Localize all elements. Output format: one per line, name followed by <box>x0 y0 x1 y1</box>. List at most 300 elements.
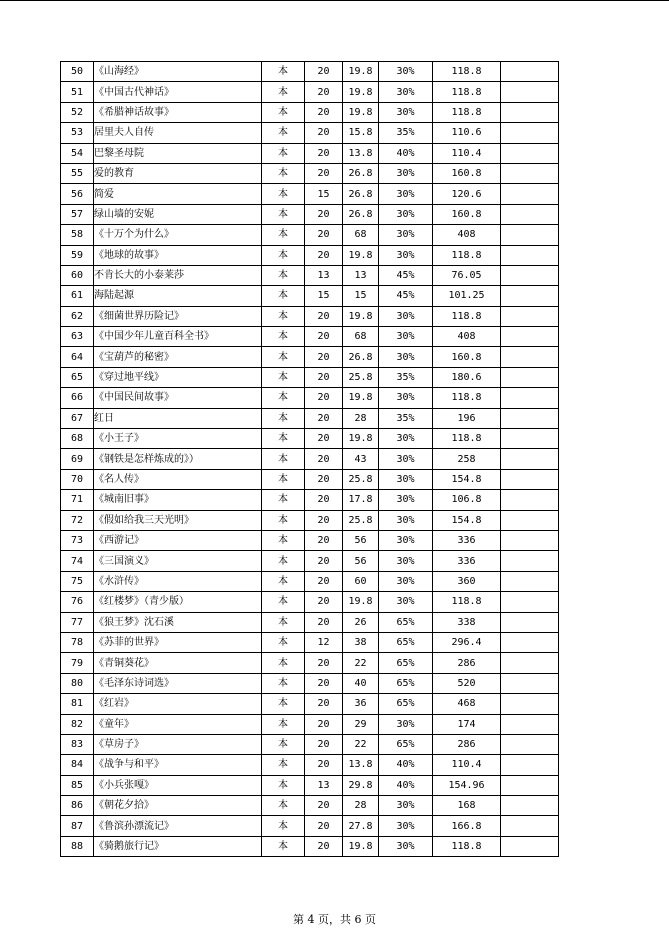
row-number: 63 <box>61 327 94 347</box>
discount-cell: 65% <box>379 632 433 652</box>
table-row <box>61 62 559 82</box>
price-cell: 13.8 <box>343 755 379 775</box>
unit-cell: 本 <box>262 694 305 714</box>
quantity-cell: 20 <box>305 367 343 387</box>
price-cell: 19.8 <box>343 388 379 408</box>
unit-cell: 本 <box>262 530 305 550</box>
row-number: 79 <box>61 653 94 673</box>
quantity-cell: 20 <box>305 714 343 734</box>
page-footer: 第 4 页，共 6 页 <box>293 913 376 926</box>
book-title: 《中国民间故事》 <box>94 388 262 408</box>
discount-cell: 40% <box>379 755 433 775</box>
discount-cell: 30% <box>379 163 433 183</box>
discount-cell: 30% <box>379 82 433 102</box>
book-title: 巴黎圣母院 <box>94 143 262 163</box>
row-number: 77 <box>61 612 94 632</box>
table-row <box>61 632 559 652</box>
note-cell <box>501 62 559 82</box>
row-number: 59 <box>61 245 94 265</box>
quantity-cell: 20 <box>305 469 343 489</box>
note-cell <box>501 551 559 571</box>
note-cell <box>501 571 559 591</box>
price-cell: 19.8 <box>343 592 379 612</box>
price-cell: 26.8 <box>343 204 379 224</box>
table-row <box>61 530 559 550</box>
row-number: 84 <box>61 755 94 775</box>
total-cell: 336 <box>433 551 501 571</box>
table-row <box>61 163 559 183</box>
total-cell: 118.8 <box>433 62 501 82</box>
price-cell: 19.8 <box>343 62 379 82</box>
total-cell: 154.8 <box>433 469 501 489</box>
total-cell: 180.6 <box>433 367 501 387</box>
table-row <box>61 82 559 102</box>
total-cell: 160.8 <box>433 204 501 224</box>
price-cell: 56 <box>343 530 379 550</box>
quantity-cell: 20 <box>305 816 343 836</box>
book-title: 不肯长大的小泰莱莎 <box>94 265 262 285</box>
note-cell <box>501 510 559 530</box>
quantity-cell: 13 <box>305 265 343 285</box>
discount-cell: 30% <box>379 245 433 265</box>
table-row <box>61 836 559 856</box>
unit-cell: 本 <box>262 62 305 82</box>
note-cell <box>501 163 559 183</box>
note-cell <box>501 347 559 367</box>
quantity-cell: 20 <box>305 143 343 163</box>
book-title: 《中国古代神话》 <box>94 82 262 102</box>
quantity-cell: 20 <box>305 490 343 510</box>
discount-cell: 30% <box>379 714 433 734</box>
row-number: 69 <box>61 449 94 469</box>
price-cell: 28 <box>343 796 379 816</box>
table-row <box>61 327 559 347</box>
total-cell: 336 <box>433 530 501 550</box>
discount-cell: 45% <box>379 286 433 306</box>
book-title: 《十万个为什么》 <box>94 225 262 245</box>
unit-cell: 本 <box>262 347 305 367</box>
unit-cell: 本 <box>262 286 305 306</box>
table-row <box>61 184 559 204</box>
discount-cell: 30% <box>379 102 433 122</box>
total-cell: 118.8 <box>433 82 501 102</box>
book-title: 《钢铁是怎样炼成的》） <box>94 449 262 469</box>
note-cell <box>501 694 559 714</box>
row-number: 56 <box>61 184 94 204</box>
quantity-cell: 20 <box>305 327 343 347</box>
quantity-cell: 20 <box>305 694 343 714</box>
book-title: 《小兵张嘎》 <box>94 775 262 795</box>
book-title: 《穿过地平线》 <box>94 367 262 387</box>
book-title: 爱的教育 <box>94 163 262 183</box>
price-cell: 36 <box>343 694 379 714</box>
price-cell: 60 <box>343 571 379 591</box>
note-cell <box>501 184 559 204</box>
total-cell: 120.6 <box>433 184 501 204</box>
row-number: 53 <box>61 123 94 143</box>
quantity-cell: 20 <box>305 388 343 408</box>
discount-cell: 30% <box>379 184 433 204</box>
page-top-rule <box>0 0 669 1</box>
book-title: 绿山墙的安妮 <box>94 204 262 224</box>
table-row <box>61 694 559 714</box>
note-cell <box>501 102 559 122</box>
discount-cell: 35% <box>379 123 433 143</box>
quantity-cell: 20 <box>305 571 343 591</box>
book-title: 《苏菲的世界》 <box>94 632 262 652</box>
table-row <box>61 102 559 122</box>
total-cell: 118.8 <box>433 306 501 326</box>
table-row <box>61 734 559 754</box>
unit-cell: 本 <box>262 184 305 204</box>
row-number: 55 <box>61 163 94 183</box>
row-number: 78 <box>61 632 94 652</box>
price-cell: 56 <box>343 551 379 571</box>
table-row <box>61 755 559 775</box>
quantity-cell: 20 <box>305 225 343 245</box>
total-cell: 408 <box>433 327 501 347</box>
price-cell: 19.8 <box>343 102 379 122</box>
book-title: 红日 <box>94 408 262 428</box>
unit-cell: 本 <box>262 82 305 102</box>
price-cell: 25.8 <box>343 367 379 387</box>
discount-cell: 30% <box>379 347 433 367</box>
unit-cell: 本 <box>262 388 305 408</box>
book-title: 《朝花夕拾》 <box>94 796 262 816</box>
price-cell: 19.8 <box>343 836 379 856</box>
price-cell: 43 <box>343 449 379 469</box>
price-cell: 40 <box>343 673 379 693</box>
row-number: 88 <box>61 836 94 856</box>
price-cell: 68 <box>343 225 379 245</box>
total-cell: 106.8 <box>433 490 501 510</box>
price-cell: 22 <box>343 653 379 673</box>
quantity-cell: 20 <box>305 163 343 183</box>
row-number: 80 <box>61 673 94 693</box>
row-number: 54 <box>61 143 94 163</box>
unit-cell: 本 <box>262 653 305 673</box>
row-number: 64 <box>61 347 94 367</box>
note-cell <box>501 755 559 775</box>
book-title: 《狼王梦》沈石溪 <box>94 612 262 632</box>
total-cell: 110.4 <box>433 755 501 775</box>
quantity-cell: 20 <box>305 347 343 367</box>
note-cell <box>501 327 559 347</box>
total-cell: 258 <box>433 449 501 469</box>
discount-cell: 30% <box>379 62 433 82</box>
note-cell <box>501 632 559 652</box>
discount-cell: 30% <box>379 510 433 530</box>
total-cell: 110.6 <box>433 123 501 143</box>
row-number: 65 <box>61 367 94 387</box>
book-title: 《城南旧事》 <box>94 490 262 510</box>
row-number: 73 <box>61 530 94 550</box>
row-number: 82 <box>61 714 94 734</box>
book-title: 《地球的故事》 <box>94 245 262 265</box>
quantity-cell: 20 <box>305 734 343 754</box>
price-cell: 28 <box>343 408 379 428</box>
total-cell: 110.4 <box>433 143 501 163</box>
quantity-cell: 20 <box>305 408 343 428</box>
unit-cell: 本 <box>262 734 305 754</box>
discount-cell: 65% <box>379 673 433 693</box>
note-cell <box>501 714 559 734</box>
quantity-cell: 20 <box>305 123 343 143</box>
table-row <box>61 816 559 836</box>
note-cell <box>501 408 559 428</box>
discount-cell: 30% <box>379 571 433 591</box>
discount-cell: 65% <box>379 612 433 632</box>
row-number: 74 <box>61 551 94 571</box>
note-cell <box>501 653 559 673</box>
price-cell: 26.8 <box>343 163 379 183</box>
table-row <box>61 673 559 693</box>
total-cell: 286 <box>433 653 501 673</box>
book-title: 《鲁滨孙漂流记》 <box>94 816 262 836</box>
book-title: 《西游记》 <box>94 530 262 550</box>
quantity-cell: 20 <box>305 510 343 530</box>
price-cell: 13 <box>343 265 379 285</box>
discount-cell: 30% <box>379 225 433 245</box>
row-number: 57 <box>61 204 94 224</box>
row-number: 66 <box>61 388 94 408</box>
unit-cell: 本 <box>262 163 305 183</box>
table-row <box>61 225 559 245</box>
price-cell: 19.8 <box>343 82 379 102</box>
table-row <box>61 796 559 816</box>
total-cell: 286 <box>433 734 501 754</box>
unit-cell: 本 <box>262 449 305 469</box>
table-row <box>61 265 559 285</box>
note-cell <box>501 490 559 510</box>
total-cell: 160.8 <box>433 347 501 367</box>
note-cell <box>501 775 559 795</box>
table-row <box>61 123 559 143</box>
book-title: 《三国演义》 <box>94 551 262 571</box>
unit-cell: 本 <box>262 490 305 510</box>
row-number: 86 <box>61 796 94 816</box>
total-cell: 118.8 <box>433 102 501 122</box>
table-row <box>61 204 559 224</box>
note-cell <box>501 204 559 224</box>
table-row <box>61 388 559 408</box>
note-cell <box>501 612 559 632</box>
book-list-table <box>60 61 559 857</box>
row-number: 83 <box>61 734 94 754</box>
discount-cell: 30% <box>379 796 433 816</box>
discount-cell: 30% <box>379 469 433 489</box>
price-cell: 25.8 <box>343 510 379 530</box>
discount-cell: 30% <box>379 388 433 408</box>
price-cell: 15 <box>343 286 379 306</box>
discount-cell: 30% <box>379 490 433 510</box>
note-cell <box>501 245 559 265</box>
row-number: 87 <box>61 816 94 836</box>
table-row <box>61 551 559 571</box>
quantity-cell: 20 <box>305 530 343 550</box>
book-title: 《红岩》 <box>94 694 262 714</box>
book-title: 《童年》 <box>94 714 262 734</box>
row-number: 75 <box>61 571 94 591</box>
total-cell: 338 <box>433 612 501 632</box>
book-title: 《青铜葵花》 <box>94 653 262 673</box>
discount-cell: 65% <box>379 653 433 673</box>
table-row <box>61 592 559 612</box>
unit-cell: 本 <box>262 510 305 530</box>
note-cell <box>501 367 559 387</box>
table-row <box>61 245 559 265</box>
unit-cell: 本 <box>262 306 305 326</box>
book-title: 《小王子》 <box>94 429 262 449</box>
table-row <box>61 347 559 367</box>
row-number: 81 <box>61 694 94 714</box>
total-cell: 154.96 <box>433 775 501 795</box>
discount-cell: 30% <box>379 592 433 612</box>
table-row <box>61 510 559 530</box>
table-row <box>61 653 559 673</box>
unit-cell: 本 <box>262 571 305 591</box>
row-number: 85 <box>61 775 94 795</box>
quantity-cell: 20 <box>305 204 343 224</box>
unit-cell: 本 <box>262 408 305 428</box>
price-cell: 25.8 <box>343 469 379 489</box>
total-cell: 118.8 <box>433 836 501 856</box>
discount-cell: 35% <box>379 367 433 387</box>
book-title: 居里夫人自传 <box>94 123 262 143</box>
discount-cell: 30% <box>379 327 433 347</box>
price-cell: 68 <box>343 327 379 347</box>
unit-cell: 本 <box>262 551 305 571</box>
table-row <box>61 429 559 449</box>
table-row <box>61 775 559 795</box>
discount-cell: 30% <box>379 551 433 571</box>
book-title: 《宝葫芦的秘密》 <box>94 347 262 367</box>
book-title: 《希腊神话故事》 <box>94 102 262 122</box>
discount-cell: 30% <box>379 429 433 449</box>
price-cell: 19.8 <box>343 245 379 265</box>
note-cell <box>501 429 559 449</box>
row-number: 52 <box>61 102 94 122</box>
book-title: 《假如给我三天光明》 <box>94 510 262 530</box>
discount-cell: 30% <box>379 449 433 469</box>
note-cell <box>501 592 559 612</box>
unit-cell: 本 <box>262 143 305 163</box>
quantity-cell: 20 <box>305 755 343 775</box>
total-cell: 101.25 <box>433 286 501 306</box>
quantity-cell: 15 <box>305 286 343 306</box>
table-row <box>61 490 559 510</box>
note-cell <box>501 286 559 306</box>
row-number: 68 <box>61 429 94 449</box>
note-cell <box>501 265 559 285</box>
book-title: 《名人传》 <box>94 469 262 489</box>
price-cell: 13.8 <box>343 143 379 163</box>
unit-cell: 本 <box>262 265 305 285</box>
unit-cell: 本 <box>262 469 305 489</box>
table-body <box>61 62 559 857</box>
unit-cell: 本 <box>262 836 305 856</box>
book-title: 《骑鹅旅行记》 <box>94 836 262 856</box>
unit-cell: 本 <box>262 327 305 347</box>
total-cell: 118.8 <box>433 429 501 449</box>
price-cell: 27.8 <box>343 816 379 836</box>
row-number: 71 <box>61 490 94 510</box>
row-number: 76 <box>61 592 94 612</box>
book-title: 《山海经》 <box>94 62 262 82</box>
price-cell: 15.8 <box>343 123 379 143</box>
discount-cell: 65% <box>379 734 433 754</box>
price-cell: 29.8 <box>343 775 379 795</box>
total-cell: 174 <box>433 714 501 734</box>
book-title: 《红楼梦》（青少版） <box>94 592 262 612</box>
discount-cell: 30% <box>379 816 433 836</box>
price-cell: 38 <box>343 632 379 652</box>
row-number: 51 <box>61 82 94 102</box>
table-row <box>61 571 559 591</box>
unit-cell: 本 <box>262 225 305 245</box>
book-title: 《毛泽东诗词选》 <box>94 673 262 693</box>
price-cell: 26 <box>343 612 379 632</box>
discount-cell: 65% <box>379 694 433 714</box>
note-cell <box>501 225 559 245</box>
table-row <box>61 367 559 387</box>
price-cell: 29 <box>343 714 379 734</box>
note-cell <box>501 123 559 143</box>
quantity-cell: 20 <box>305 245 343 265</box>
book-title: 《战争与和平》 <box>94 755 262 775</box>
quantity-cell: 20 <box>305 62 343 82</box>
total-cell: 160.8 <box>433 163 501 183</box>
discount-cell: 40% <box>379 143 433 163</box>
unit-cell: 本 <box>262 673 305 693</box>
note-cell <box>501 143 559 163</box>
discount-cell: 30% <box>379 204 433 224</box>
note-cell <box>501 836 559 856</box>
unit-cell: 本 <box>262 714 305 734</box>
note-cell <box>501 796 559 816</box>
discount-cell: 30% <box>379 836 433 856</box>
price-cell: 17.8 <box>343 490 379 510</box>
total-cell: 118.8 <box>433 592 501 612</box>
table-row <box>61 286 559 306</box>
quantity-cell: 20 <box>305 673 343 693</box>
total-cell: 118.8 <box>433 388 501 408</box>
book-title: 《草房子》 <box>94 734 262 754</box>
price-cell: 26.8 <box>343 184 379 204</box>
table-row <box>61 408 559 428</box>
unit-cell: 本 <box>262 429 305 449</box>
quantity-cell: 15 <box>305 184 343 204</box>
total-cell: 468 <box>433 694 501 714</box>
quantity-cell: 20 <box>305 653 343 673</box>
book-title: 《细菌世界历险记》 <box>94 306 262 326</box>
table-row <box>61 449 559 469</box>
note-cell <box>501 530 559 550</box>
quantity-cell: 20 <box>305 551 343 571</box>
price-cell: 19.8 <box>343 429 379 449</box>
book-title: 《水浒传》 <box>94 571 262 591</box>
note-cell <box>501 449 559 469</box>
unit-cell: 本 <box>262 204 305 224</box>
price-cell: 22 <box>343 734 379 754</box>
unit-cell: 本 <box>262 102 305 122</box>
table-row <box>61 143 559 163</box>
unit-cell: 本 <box>262 592 305 612</box>
total-cell: 118.8 <box>433 245 501 265</box>
table-row <box>61 469 559 489</box>
unit-cell: 本 <box>262 123 305 143</box>
quantity-cell: 20 <box>305 306 343 326</box>
